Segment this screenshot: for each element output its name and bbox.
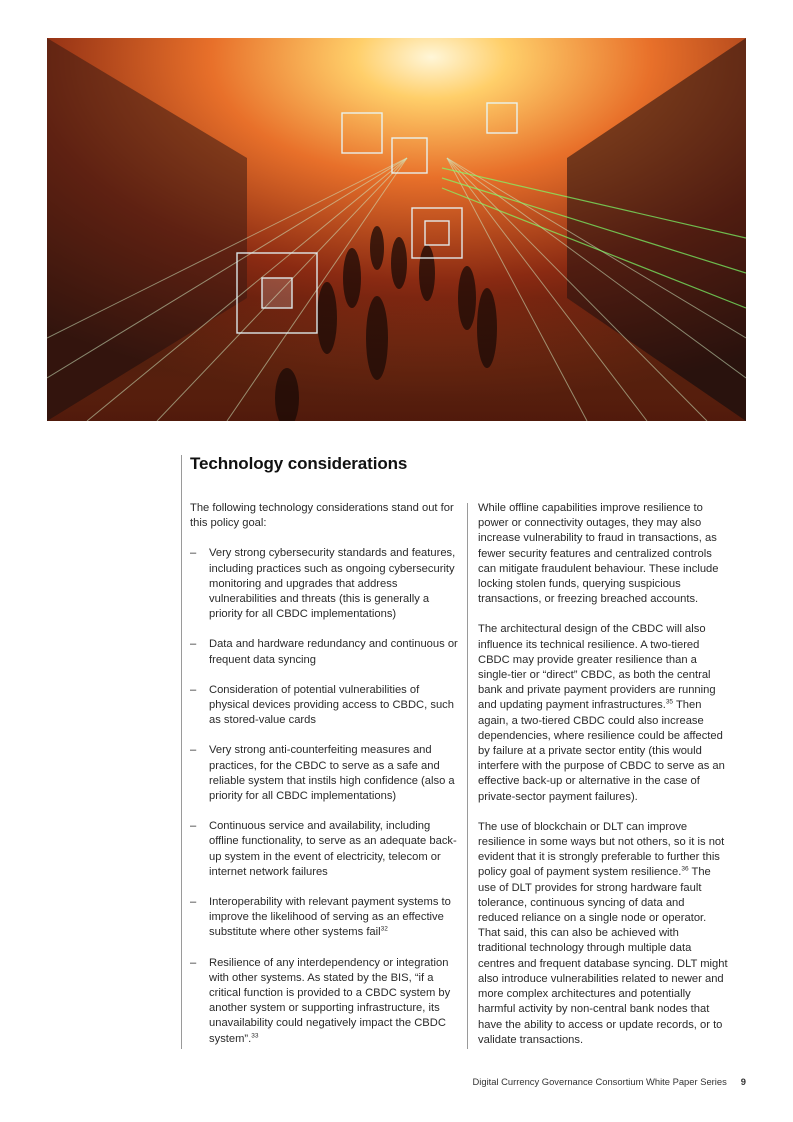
paragraph-offline-resilience: While offline capabilities improve resilience to power or connectivity outages, they may also increase vulnerability to fraud in transactions, as fewer security features and centralized controls can mitigate fraudulent behaviour. These include locking stolen funds, querying suspicious transactions, or freezing breached accounts.	[478, 502, 719, 606]
page-footer	[473, 1076, 747, 1087]
paragraph-blockchain: The use of blockchain or DLT can improve resilience in some ways but not others, so it is not evident that it is strongly preferable to further this policy goal of payment system resilience.$^{36}$ The use of DLT provides for strong hardware fault tolerance, continuous syncing of data and reduced reliance on a single node or operator. That said, this can also be achieved with traditional technology through multiple data centres and frequent database syncing. DLT might also introduce vulnerabilities related to newer and more complex architectures and potentially harmful activity by non-central bank nodes that have the ability to access or update records, or to validate transactions.	[478, 820, 728, 1046]
list-item: – Consideration of potential vulnerabilities of physical devices providing access to CBDC, such as stored-value cards	[190, 683, 454, 727]
series-title: Digital Currency Governance Consortium White Paper Series	[472, 1076, 727, 1087]
section-rule	[181, 455, 182, 1049]
list-item: – Continuous service and availability, including offline functionality, to serve as an adequate back-up system in the event of electricity, telecom or internet network failures	[190, 820, 457, 878]
considerations-list	[190, 546, 462, 1046]
list-item: – Interoperability with relevant payment systems to improve the likelihood of serving as an effective substitute where other systems fail$^{32}$	[190, 896, 451, 939]
paragraph-architecture: The architectural design of the CBDC will also influence its technical resilience. A two-tiered CBDC may provide greater resilience than a single-tier or “direct” CBDC, as both the central bank and private payment providers are running and updating payment infrastructures.$^{35}$ Then again, a two-tiered CBDC could also increase dependencies, where resilience could be affected by failure at a private sector entity (this would interfere with the purpose of CBDC to serve as an effective back-up or alternative in the case of private-sector payment failures).	[478, 623, 725, 803]
footnote-ref[interactable]: 35	[665, 698, 674, 706]
column-divider	[467, 503, 468, 1049]
footnote-ref[interactable]: 32	[380, 925, 388, 933]
footnote-ref[interactable]: 36	[681, 865, 689, 873]
intro-paragraph: The following technology considerations stand out for this policy goal:	[190, 502, 454, 530]
page-number: 9	[740, 1076, 746, 1087]
footnote-ref[interactable]: 33	[251, 1031, 259, 1039]
right-column	[478, 501, 728, 1063]
list-item: – Resilience of any interdependency or integration with other systems. As stated by the BIS, “if a critical function is provided to a CBDC system by another system or supporting infrastructure, its unavailability could negatively impact the CBDC system”.$^{33}$	[190, 956, 451, 1045]
section-heading: Technology considerations	[190, 454, 408, 473]
digital-corridor-image	[47, 38, 746, 421]
list-item: – Very strong anti-counterfeiting measures and practices, for the CBDC to serve as a safe and reliable system that instils high confidence (also a priority for all CBDC implementations)	[190, 744, 455, 803]
hero-image	[47, 38, 746, 421]
list-item: – Data and hardware redundancy and continuous or frequent data syncing	[190, 638, 458, 666]
left-column	[190, 501, 462, 1062]
list-item: – Very strong cybersecurity standards and features, including practices such as ongoing cybersecurity monitoring and upgrades that address vulnerabilities and threats (this is generally a priority for all CBDC implementations)	[190, 547, 456, 621]
